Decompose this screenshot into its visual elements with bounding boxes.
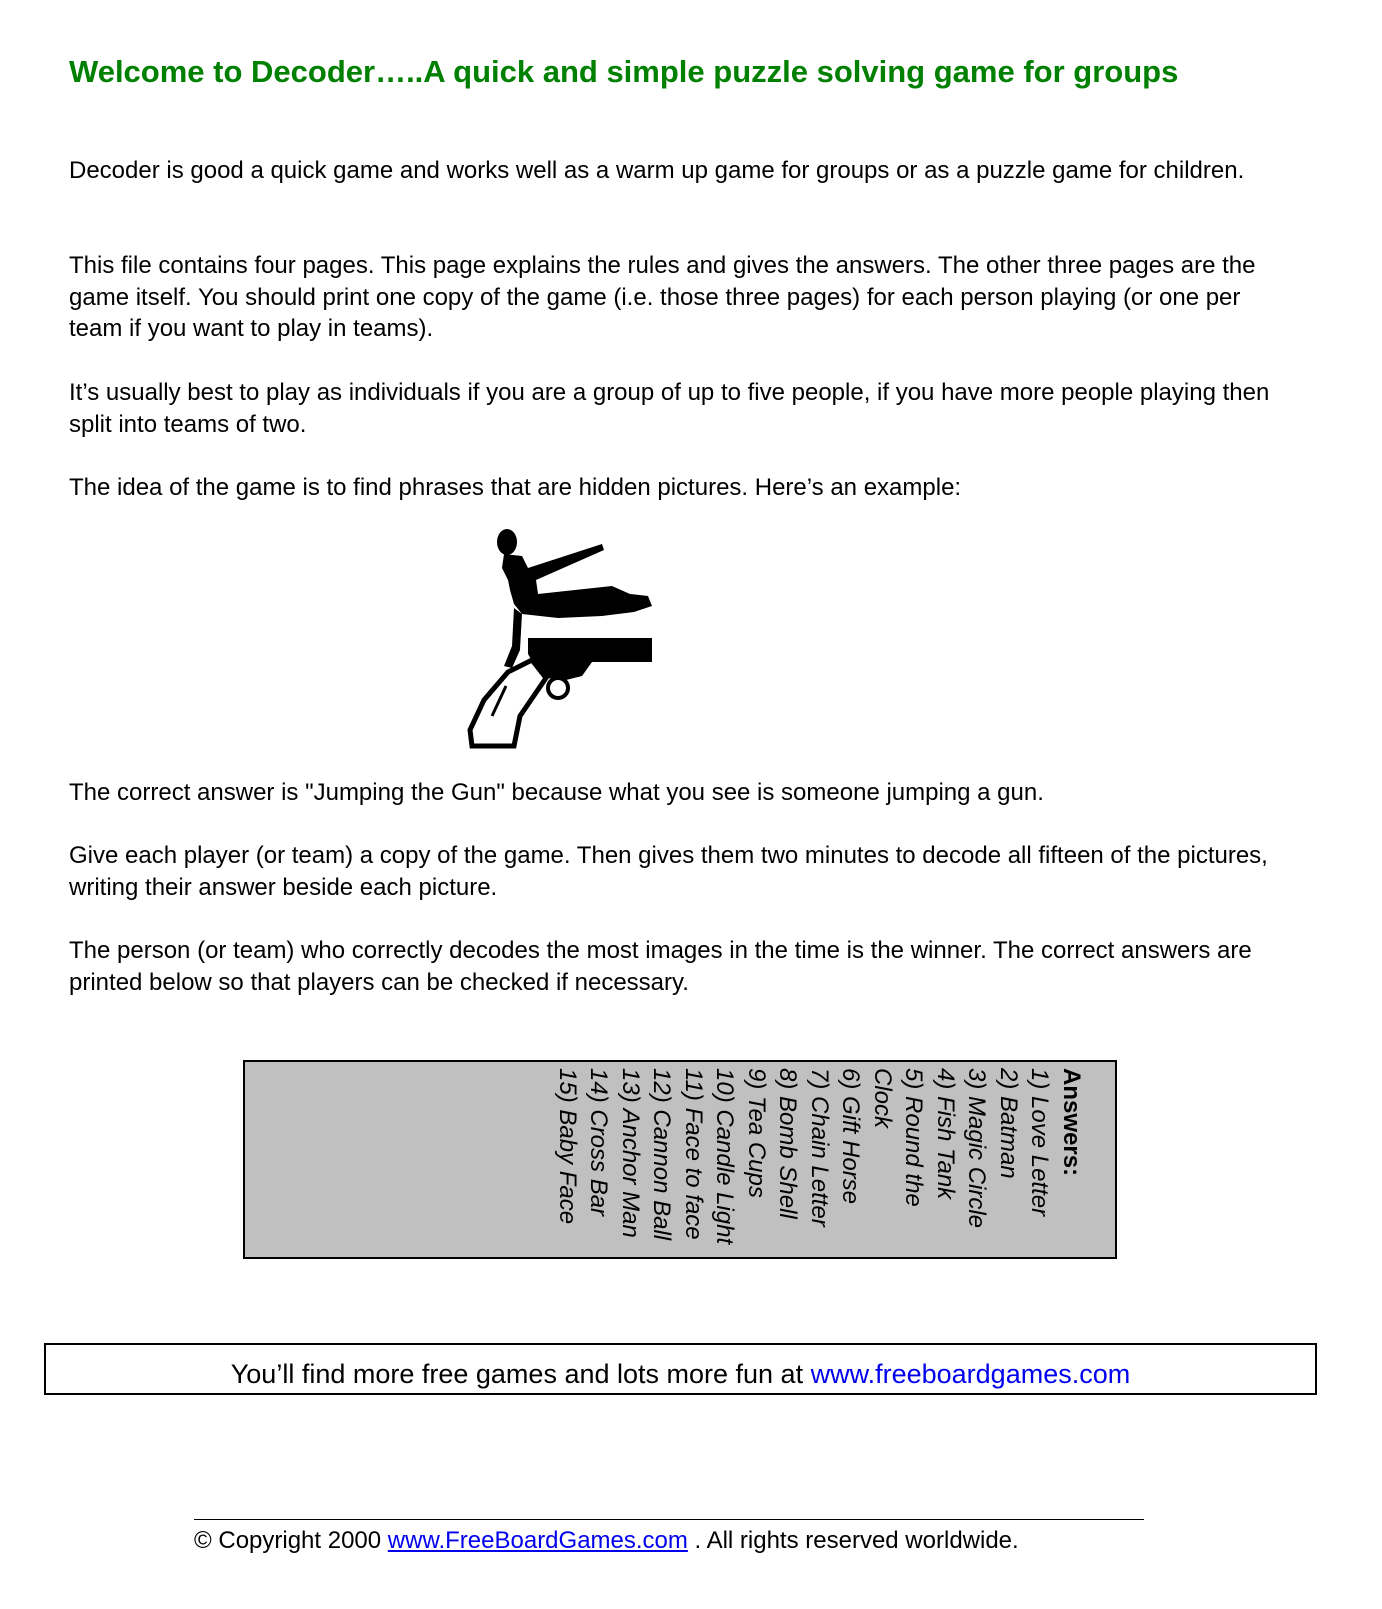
copyright-prefix: Copyright 2000 xyxy=(211,1527,388,1554)
answer-item: 4) Fish Tank xyxy=(932,1068,959,1200)
promo-text: You’ll find more free games and lots more fun at xyxy=(230,1359,811,1389)
page-title: Welcome to Decoder…..A quick and simple puzzle solving game for groups xyxy=(69,54,1179,89)
answer-item: 7) Chain Letter xyxy=(806,1068,833,1227)
teams-paragraph: It’s usually best to play as individuals if you are a group of up to five people, if you have more people playing then split into teams of two. xyxy=(69,379,1270,438)
file-contents-paragraph: This file contains four pages. This page explains the rules and gives the answers. The other three pages are the game itself. You should print one copy of the game (i.e. those three pages) for each person playing (or one per team if you want to play in teams). xyxy=(69,252,1256,342)
copyright-suffix: . All rights reserved worldwide. xyxy=(687,1527,1019,1554)
instructions-paragraph: Give each player (or team) a copy of the game. Then gives them two minutes to decode all fifteen of the pictures, writing their answer beside each picture. xyxy=(69,842,1268,901)
intro-paragraph: Decoder is good a quick game and works well as a warm up game for groups or as a puzzle game for children. xyxy=(69,157,1245,184)
copyright-line xyxy=(194,1527,1019,1555)
answer-item: 5) Round the Clock xyxy=(869,1068,928,1207)
answer-item: 14) Cross Bar xyxy=(585,1068,613,1217)
answer-item: 11) Face to face xyxy=(680,1068,707,1240)
idea-paragraph: The idea of the game is to find phrases that are hidden pictures. Here’s an example: xyxy=(69,474,962,501)
gun-figure xyxy=(470,638,652,746)
answer-item: 13) Anchor Man xyxy=(617,1068,644,1238)
answer-item: 8) Bomb Shell xyxy=(774,1068,802,1219)
answer-item: 2) Batman xyxy=(995,1068,1022,1179)
answer-item: 3) Magic Circle xyxy=(963,1068,991,1229)
answers-list xyxy=(247,1068,1087,1256)
answers-heading: Answers: xyxy=(1058,1068,1085,1177)
winner-paragraph: The person (or team) who correctly decodes the most images in the time is the winner. The correct answers are printed below so that players can be checked if necessary. xyxy=(69,937,1252,996)
copyright-icon: © xyxy=(194,1527,212,1554)
answer-explanation-paragraph: The correct answer is "Jumping the Gun" because what you see is someone jumping a gun. xyxy=(69,779,1044,806)
answer-item: 10) Candle Light xyxy=(711,1068,739,1245)
answer-item: 15) Baby Face xyxy=(554,1068,581,1225)
promo-box xyxy=(44,1343,1317,1395)
answer-item: 9) Tea Cups xyxy=(743,1068,770,1198)
copyright-link[interactable]: www.FreeBoardGames.com xyxy=(387,1527,688,1554)
footer-rule xyxy=(194,1519,1144,1520)
promo-link[interactable]: www.freeboardgames.com xyxy=(810,1359,1131,1389)
answer-item: 6) Gift Horse xyxy=(837,1068,865,1205)
answer-item: 12) Cannon Ball xyxy=(648,1068,676,1241)
example-image xyxy=(462,520,677,750)
answer-item: 1) Love Letter xyxy=(1026,1068,1054,1217)
answers-box xyxy=(243,1060,1117,1259)
